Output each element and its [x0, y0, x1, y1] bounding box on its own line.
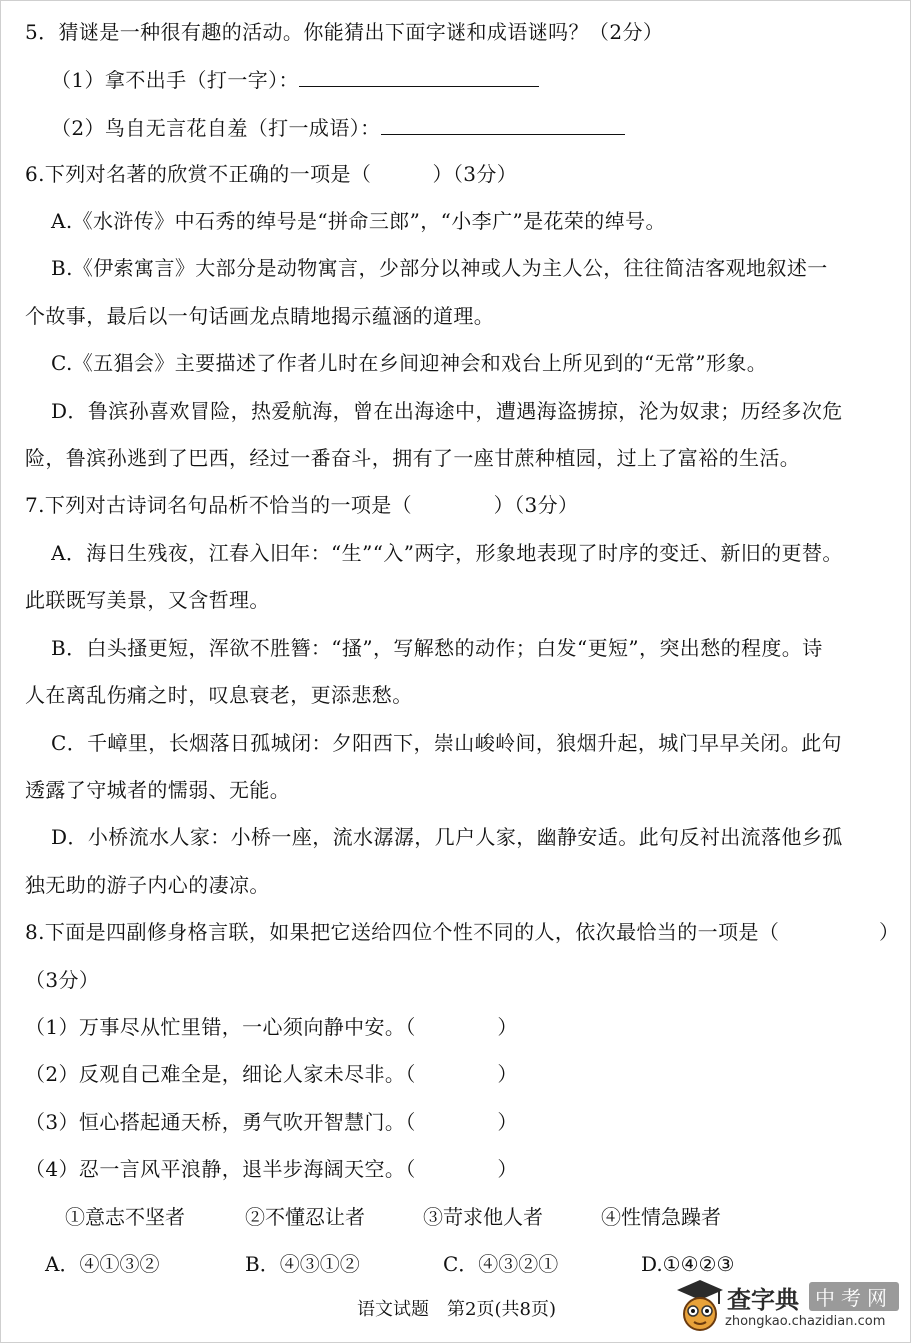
- q7-stem: 7.下列对古诗词名句品析不恰当的一项是（ ）（3分）: [25, 493, 579, 517]
- q6-option-a: A.《水浒传》中石秀的绰号是“拼命三郎”，“小李广”是花荣的绰号。: [51, 209, 666, 233]
- q8-stem-line1: 8.下面是四副修身格言联，如果把它送给四位个性不同的人，依次最恰当的一项是（: [25, 920, 780, 944]
- q6-option-d-line2: 险，鲁滨孙逃到了巴西，经过一番奋斗，拥有了一座甘蔗种植园，过上了富裕的生活。: [25, 446, 801, 470]
- site-watermark: [673, 1276, 898, 1338]
- graduate-owl-icon: [675, 1278, 725, 1334]
- q8-item-1: （1）万事尽从忙里错，一心须向静中安。（ ）: [25, 1015, 518, 1039]
- q5-item-1-text: （1）拿不出手（打一字）：: [51, 68, 299, 92]
- q8-option-d[interactable]: D.①④②③: [641, 1252, 735, 1276]
- q6-option-c: C.《五猖会》主要描述了作者儿时在乡间迎神会和戏台上所见到的“无常”形象。: [51, 351, 768, 375]
- q8-option-a[interactable]: A．④①③②: [45, 1252, 160, 1276]
- q6-option-b-line2: 个故事，最后以一句话画龙点睛地揭示蕴涵的道理。: [25, 304, 495, 328]
- q7-option-c-line2: 透露了守城者的懦弱、无能。: [25, 778, 291, 802]
- person-2: ②不懂忍让者: [245, 1205, 365, 1229]
- q6-stem: 6.下列对名著的欣赏不正确的一项是（ ）（3分）: [25, 162, 518, 186]
- answer-blank[interactable]: [299, 68, 539, 87]
- q8-stem-close: ）: [879, 920, 899, 944]
- watermark-sub: 中考网: [809, 1282, 899, 1311]
- watermark-url: zhongkao.chazidian.com: [725, 1314, 886, 1329]
- q7-option-d-line2: 独无助的游子内心的凄凉。: [25, 873, 270, 897]
- q5-item-2-text: （2）鸟自无言花自羞（打一成语）：: [51, 116, 381, 140]
- q8-item-3: （3）恒心搭起通天桥，勇气吹开智慧门。（ ）: [25, 1110, 518, 1134]
- q8-option-b[interactable]: B．④③①②: [245, 1252, 360, 1276]
- person-3: ③苛求他人者: [423, 1205, 543, 1229]
- person-1: ①意志不坚者: [65, 1205, 185, 1229]
- q7-option-c-line1: C．千嶂里，长烟落日孤城闭：夕阳西下，崇山峻岭间，狼烟升起，城门早早关闭。此句: [51, 731, 842, 755]
- q5-item-2: [51, 115, 886, 141]
- person-4: ④性情急躁者: [601, 1205, 721, 1229]
- answer-blank[interactable]: [381, 116, 625, 135]
- page-footer: 语文试题 第2页(共8页): [357, 1299, 556, 1320]
- q6-option-d-line1: D．鲁滨孙喜欢冒险，热爱航海，曾在出海途中，遭遇海盗掳掠，沦为奴隶；历经多次危: [51, 399, 843, 423]
- q8-item-2: （2）反观自己难全是，细论人家未尽非。（ ）: [25, 1062, 518, 1086]
- q7-option-b-line2: 人在离乱伤痛之时，叹息衰老，更添悲愁。: [25, 683, 413, 707]
- watermark-brand: 查字典: [727, 1286, 799, 1314]
- q5-stem: 5．猜谜是一种很有趣的活动。你能猜出下面字谜和成语谜吗？（2分）: [25, 20, 664, 44]
- q8-option-c[interactable]: C．④③②①: [443, 1252, 559, 1276]
- q6-option-b-line1: B.《伊索寓言》大部分是动物寓言，少部分以神或人为主人公，往往简洁客观地叙述一: [51, 256, 828, 280]
- q8-stem-line2: （3分）: [25, 968, 100, 992]
- q8-item-4: （4）忍一言风平浪静，退半步海阔天空。（ ）: [25, 1157, 518, 1181]
- q5-item-1: [51, 67, 886, 93]
- q7-option-a-line1: A．海日生残夜，江春入旧年：“生”“入”两字，形象地表现了时序的变迁、新旧的更替。: [51, 541, 843, 565]
- q7-option-a-line2: 此联既写美景，又含哲理。: [25, 588, 270, 612]
- q7-option-b-line1: B．白头搔更短，浑欲不胜簪：“搔”，写解愁的动作；白发“更短”，突出愁的程度。诗: [51, 636, 823, 660]
- q7-option-d-line1: D．小桥流水人家：小桥一座，流水潺潺，几户人家，幽静安适。此句反衬出流落他乡孤: [51, 825, 843, 849]
